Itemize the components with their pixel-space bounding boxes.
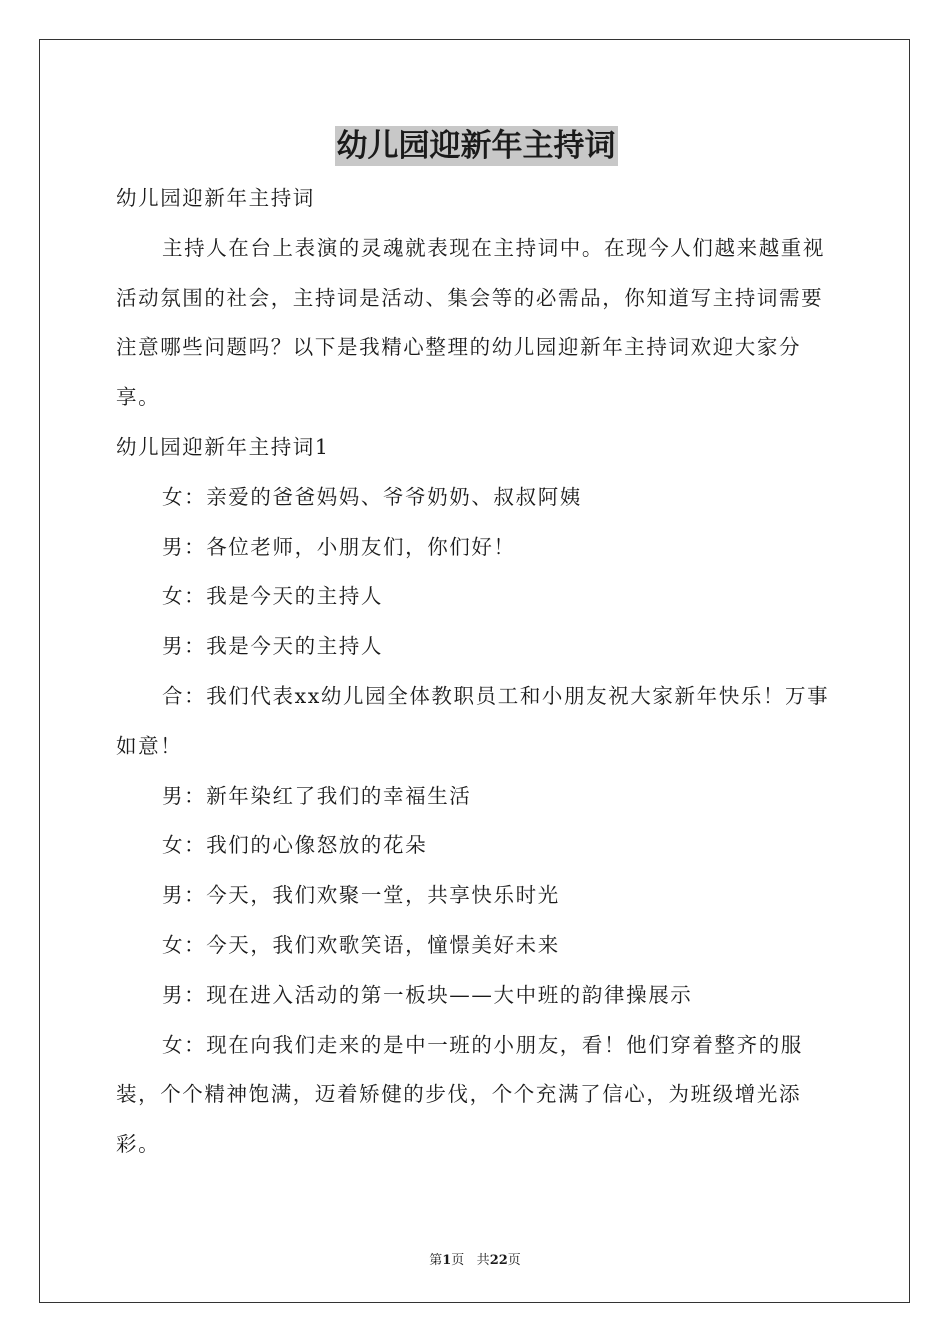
total-prefix: 共 [476, 1253, 490, 1268]
paragraph: 幼儿园迎新年主持词 [116, 186, 315, 210]
paragraph: 女：现在向我们走来的是中一班的小朋友，看！他们穿着整齐的服装，个个精神饱满，迈着矫健的步伐，个个充满了信心，为班级增光添彩。 [116, 1032, 803, 1157]
paragraph: 女：我是今天的主持人 [162, 584, 383, 609]
page-suffix: 页 [451, 1253, 465, 1268]
document-body [116, 126, 836, 1170]
paragraph: 女：我们的心像怒放的花朵 [162, 833, 428, 858]
paragraph: 女：今天，我们欢歌笑语，憧憬美好未来 [162, 932, 560, 957]
document-title: 幼儿园迎新年主持词 [336, 128, 616, 164]
paragraph: 男：现在进入活动的第一板块——大中班的韵律操展示 [162, 982, 693, 1007]
paragraph: 男：新年染红了我们的幸福生活 [162, 783, 472, 808]
paragraph: 男：我是今天的主持人 [162, 634, 383, 659]
title-row [116, 126, 836, 174]
paragraph: 幼儿园迎新年主持词1 [116, 434, 330, 459]
page-prefix: 第 [429, 1253, 443, 1268]
paragraph: 男：各位老师，小朋友们，你们好！ [162, 534, 516, 559]
total-suffix: 页 [507, 1253, 521, 1268]
paragraph: 女：亲爱的爸爸妈妈、爷爷奶奶、叔叔阿姨 [162, 484, 582, 509]
page-number: 1 [442, 1253, 452, 1268]
paragraph: 主持人在台上表演的灵魂就表现在主持词中。在现今人们越来越重视活动氛围的社会，主持词是活动、集会等的必需品，你知道写主持词需要注意哪些问题吗？以下是我精心整理的幼儿园迎新年主持词欢迎大家分享。 [116, 235, 825, 410]
page-footer [0, 1249, 950, 1268]
paragraph-list [116, 174, 836, 1170]
paragraph: 合：我们代表xx幼儿园全体教职员工和小朋友祝大家新年快乐！万事如意！ [116, 683, 830, 758]
paragraph: 男：今天，我们欢聚一堂，共享快乐时光 [162, 883, 560, 908]
total-pages: 22 [489, 1253, 508, 1268]
